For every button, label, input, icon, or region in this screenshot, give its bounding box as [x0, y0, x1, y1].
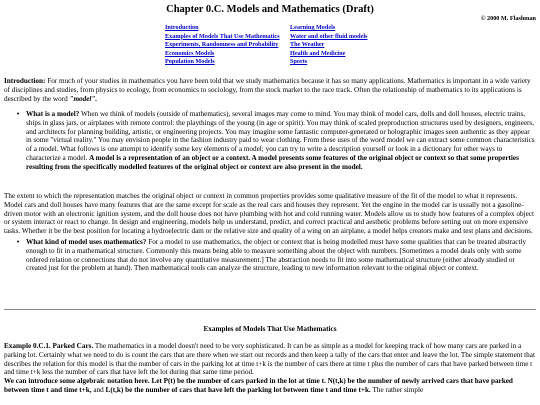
bullet-math-model — [4, 238, 536, 273]
model-fit-paragraph: The extent to which the representation matches the original object or context in common properties provides some qualitative measure of the fit of the model to what it represents. Model cars and doll houses have many features that are the same except for scale as the real cars and houses they represent. Yet the engine in the model car is usually not a gasoline-driven motor with an electronic ignition system, and the doll house does not have plumbing with hot and cold running water. Models allow us to study how features of a complex object or system interact or react to change. In design and engineering, models help us understand, predict, and correct practical and aesthetic problems before setting out on more expensive tasks. Whether it be the best position for locating a hydroelectric dam or the relative size and quality of a wing on an airplane, a model helps creators make and test plans and decisions. — [4, 192, 534, 236]
toc-link-introduction[interactable]: Introduction — [165, 24, 199, 31]
intro-label: Introduction: — [4, 77, 46, 85]
section-divider — [4, 309, 536, 310]
toc-link-health[interactable]: Health and Medicine — [290, 49, 346, 57]
bullet-dot-icon: • — [16, 238, 20, 246]
example-paragraph: Example 0.C.1. Parked Cars. The mathematics in a model doesn't need to be very sophisticated. It can be as simple as a model for keeping track of how many cars are parked in a parking lot. Certainly what we need to do is count the cars that are there when we start out records and then keep a tally of the cars that enter and leave the lot. The simple statement that describes the relation for this model is that the number of cars in the parking lot at time t+k is the number of cars there at time t plus the number of cars that have parked between time t and time t+k less the number of cars that have left the lot during that same time period. We can introduce some algebraic notation here. Let P(t) be the number of cars parked in the lot at time t. N(t,k) be the number of newly arrived cars that have parked between time t and time t+k, and L(t,k) be the number of cars that have left the parking lot between time t and time t+k. The rather simple — [4, 342, 535, 394]
example-notation-2: L(t,k) be the number of cars that have left the parking lot between time t and time t+k. — [105, 385, 371, 394]
toc-link-economics[interactable]: Economics Models — [165, 49, 215, 57]
intro-text: For much of your studies in mathematics you have been told that we study mathematics because it has so many applications. Mathematics is important in a wide variety of disciplines and studies, from physics to ecology, from economics to sociology, from the stock market to the race track. Often the relationship of mathematics to its applications is described by the word — [4, 77, 531, 103]
page-title: Chapter 0.C. Models and Mathematics (Draft) — [166, 4, 374, 15]
toc-link-learning[interactable]: Learning Models — [290, 24, 336, 31]
toc-link-weather[interactable]: The Weather — [290, 41, 325, 49]
bullet1-label: What is a model? — [26, 110, 80, 118]
example-notation: We can introduce some algebraic notation here. Let P(t) be the number of cars parked in the lot at time t. N(t,k) be the number of newly arrived cars that have parked between time t and time t+k, — [4, 377, 513, 394]
table-of-contents-right — [290, 24, 367, 67]
example-label: Example 0.C.1. Parked Cars. — [4, 342, 94, 350]
toc-link-water[interactable]: Water and other fluid models — [290, 32, 368, 40]
bullet1-text: When we think of models (outside of mathematics), several images may come to mind. You may think of model cars, dolls and doll houses, electric trains, ships in glass jars, or airplanes with remote control: the playthings of the young (in age or spirit). You may think of scaled preproduction structures used by designers, engineers, and architects for planning building, artistic, or engineering projects. You may imagine some fantastic computer-generated or holographic images seen authentic as they appear in some "virtual reality." You may envision people in the fashion industry paid to wear clothing. From these uses of the word model we can extract some common characteristics of a model. What follows is one attempt to identify some key elements of a model; you can try to write a description yourself or look in a dictionary for other ways to characterize a model. — [26, 110, 535, 162]
intro-emphasis: "model". — [69, 94, 98, 103]
toc-link-population[interactable]: Population Models — [165, 58, 215, 66]
bullet2-text: For a model to use mathematics, the object or context that is being modelled must have some qualities that can be treated abstractly enough to fit in a mathematical structure. Commonly this means being able to measure something about the object with numbers. [Sometimes a model deals only with some ordered relation or connections that do not involve any quantitative measurement.] The abstraction needs to fit into some mathematical structure (either already studied or created just for the problem at hand). Then mathematical tools can analyze the structure, leading to new information relevant to the original object or context. — [26, 238, 527, 273]
toc-link-experiments[interactable]: Experiments, Randomness and Probability — [165, 41, 279, 49]
example-text: The mathematics in a model doesn't need to be very sophisticated. It can be as simple as a model for keeping track of how many cars are parked in a parking lot. Certainly what we need to do is count the cars that are there when we start out records and then keep a tally of the cars that enter and leave the lot. The simple statement that describes the relation for this model is that the number of cars in the parking lot at time t+k is the number of cars there at time t plus the number of cars that have parked between time t and time t+k less the number of cars that have left the lot during that same time period. — [4, 342, 535, 377]
bullet-what-is-model — [4, 110, 536, 171]
bullet2-label: What kind of model uses mathematics? — [26, 238, 147, 246]
toc-link-examples[interactable]: Examples of Models That Use Mathematics — [165, 32, 280, 40]
table-of-contents-left — [165, 24, 280, 67]
copyright-notice: © 2000 M. Flashman — [480, 15, 536, 22]
toc-link-sports[interactable]: Sports — [290, 58, 308, 66]
bullet1-emphasis: A model is a representation of an object or a context. A model presents some features of the original object or context so that some properties resulting from the specifically modelled features of the original object or context are also present in the model. — [26, 153, 519, 171]
section-heading: Examples of Models That Use Mathematics — [203, 325, 337, 333]
intro-paragraph — [4, 77, 536, 103]
bullet-dot-icon: • — [16, 110, 20, 118]
